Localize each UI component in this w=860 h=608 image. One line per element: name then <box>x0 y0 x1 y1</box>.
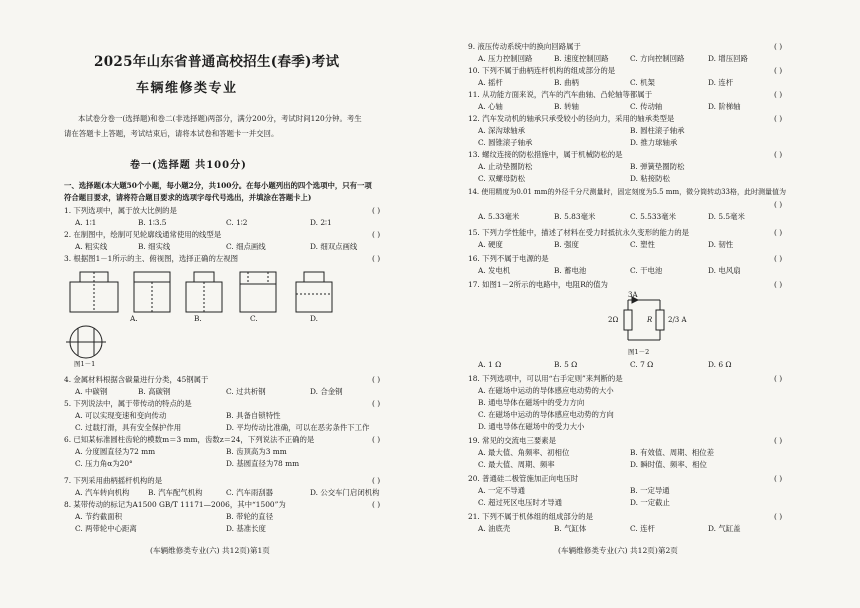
answer-bracket: ( ) <box>774 66 783 75</box>
q10-option-b: B. 曲柄 <box>554 78 579 87</box>
question-21-stem: 21. 下列不属于机体组的组成部分的是 <box>468 512 593 521</box>
q1-option-a: A. 1∶1 <box>75 218 97 227</box>
answer-bracket: ( ) <box>774 200 783 209</box>
answer-bracket: ( ) <box>774 280 783 289</box>
q7-option-c: C. 汽车雨刮器 <box>226 488 274 497</box>
q18-option-b: B. 通电导体在磁场中的受力方向 <box>478 398 585 407</box>
q17-option-d: D. 6 Ω <box>708 360 732 369</box>
question-8-stem: 8. 某带传动的标记为A1500 GB/T 11171—2006，其中“1500”为 <box>64 500 286 509</box>
figure-1-2-caption: 图1－2 <box>628 348 650 356</box>
q5-option-b: B. 具备自锁特性 <box>226 411 281 420</box>
answer-bracket: ( ) <box>774 254 783 263</box>
answer-bracket: ( ) <box>774 114 783 123</box>
q2-option-d: D. 细双点画线 <box>310 242 358 251</box>
exam-page-2 <box>440 0 860 608</box>
q21-option-d: D. 气缸盖 <box>708 524 741 533</box>
q16-option-b: B. 蓄电池 <box>554 266 587 275</box>
q20-option-c: C. 超过死区电压时才导通 <box>478 498 562 507</box>
q18-option-a: A. 在磁场中运动的导体感应电动势的大小 <box>478 386 614 395</box>
q19-option-d: D. 瞬时值、频率、相位 <box>630 460 707 469</box>
q16-option-a: A. 发电机 <box>478 266 511 275</box>
figure-1-1-caption: 图1－1 <box>74 360 96 368</box>
question-9-stem: 9. 液压传动系统中的换向回路属于 <box>468 42 581 51</box>
label-2ohm: 2Ω <box>608 316 619 324</box>
q20-option-b: B. 一定导通 <box>630 486 670 495</box>
q4-option-a: A. 中碳钢 <box>75 387 108 396</box>
q16-option-c: C. 干电池 <box>630 266 663 275</box>
q5-option-c: C. 过载打滑，具有安全保护作用 <box>75 423 182 432</box>
answer-bracket: ( ) <box>372 206 381 215</box>
figure-1-1-drawing <box>64 266 364 376</box>
q11-option-b: B. 转轴 <box>554 102 579 111</box>
question-1-stem: 1. 下列选项中，属于放大比例的是 <box>64 206 177 215</box>
answer-bracket: ( ) <box>372 399 381 408</box>
q6-option-c: C. 压力角α为20° <box>75 459 133 468</box>
q16-option-d: D. 电风扇 <box>708 266 741 275</box>
q9-option-c: C. 方向控制回路 <box>630 54 685 63</box>
q19-option-c: C. 最大值、周期、频率 <box>478 460 555 469</box>
question-4-stem: 4. 金属材料根据含碳量进行分类，45钢属于 <box>64 375 209 384</box>
q12-option-c: C. 圆锥滚子轴承 <box>478 138 533 147</box>
resistor-2ohm <box>624 310 632 330</box>
q15-option-b: B. 强度 <box>554 240 579 249</box>
q8-option-b: B. 带轮的直径 <box>226 512 274 521</box>
question-16-stem: 16. 下列不属于电源的是 <box>468 254 549 263</box>
q3-option-b: B. <box>194 314 202 323</box>
q17-option-a: A. 1 Ω <box>478 360 502 369</box>
q21-option-b: B. 气缸体 <box>554 524 587 533</box>
q14-option-c: C. 5.533毫米 <box>630 212 677 221</box>
q15-option-a: A. 硬度 <box>478 240 503 249</box>
q13-option-b: B. 弹簧垫圈防松 <box>630 162 685 171</box>
label-2-3a: 2/3 A <box>668 316 687 324</box>
question-3-stem: 3. 根据图1－1所示的主、俯视图，选择正确的左视图 <box>64 254 239 263</box>
q11-option-d: D. 阶梯轴 <box>708 102 741 111</box>
q10-option-a: A. 摇杆 <box>478 78 503 87</box>
answer-bracket: ( ) <box>774 512 783 521</box>
q15-option-d: D. 韧性 <box>708 240 734 249</box>
q7-option-a: A. 汽车转向机构 <box>75 488 130 497</box>
q14-option-a: A. 5.33毫米 <box>478 212 520 221</box>
answer-bracket: ( ) <box>372 435 381 444</box>
answer-bracket: ( ) <box>372 254 381 263</box>
q15-option-c: C. 塑性 <box>630 240 655 249</box>
q9-option-b: B. 速度控制回路 <box>554 54 609 63</box>
exam-title: 2025年山东省普通高校招生(春季)考试 <box>94 54 340 70</box>
q5-option-d: D. 平均传动比准确，可以在恶劣条件下工作 <box>226 423 370 432</box>
intro-line-2: 请在答题卡上答题，考试结束后，请将本试卷和答题卡一并交回。 <box>64 129 279 138</box>
q10-option-d: D. 连杆 <box>708 78 734 87</box>
q1-option-b: B. 1∶3.5 <box>138 218 167 227</box>
answer-bracket: ( ) <box>774 374 783 383</box>
answer-bracket: ( ) <box>774 228 783 237</box>
answer-bracket: ( ) <box>774 42 783 51</box>
q6-option-d: D. 基圆直径为78 mm <box>226 459 300 468</box>
answer-bracket: ( ) <box>372 230 381 239</box>
q12-option-d: D. 推力球轴承 <box>630 138 678 147</box>
q17-option-b: B. 5 Ω <box>554 360 578 369</box>
q13-option-c: C. 双螺母防松 <box>478 174 526 183</box>
q11-option-c: C. 传动轴 <box>630 102 663 111</box>
question-15-stem: 15. 下列力学性能中，描述了材料在受力时抵抗永久变形的能力的是 <box>468 228 690 237</box>
q4-option-b: B. 高碳钢 <box>138 387 171 396</box>
q6-option-a: A. 分度圆直径为72 mm <box>75 447 156 456</box>
q1-option-d: D. 2∶1 <box>310 218 332 227</box>
question-19-stem: 19. 常见的交流电三要素是 <box>468 436 557 445</box>
question-20-stem: 20. 普通硅二极管施加正向电压时 <box>468 474 579 483</box>
q13-option-a: A. 止动垫圈防松 <box>478 162 533 171</box>
q13-option-d: D. 粘接防松 <box>630 174 670 183</box>
answer-bracket: ( ) <box>372 476 381 485</box>
q3-option-a: A. <box>130 314 138 323</box>
option-c-drawing <box>240 272 276 312</box>
q7-option-b: B. 汽车配气机构 <box>148 488 203 497</box>
option-d-drawing <box>296 282 332 312</box>
exam-subtitle: 车辆维修类专业 <box>136 81 238 96</box>
question-11-stem: 11. 从功能方面来说，汽车的汽车曲轴、凸轮轴等都属于 <box>468 90 653 99</box>
q12-option-a: A. 深沟球轴承 <box>478 126 525 135</box>
question-17-stem: 17. 如图1－2所示的电路中，电阻R的值为 <box>468 280 608 289</box>
q4-option-d: D. 合金钢 <box>310 387 343 396</box>
q18-option-d: D. 通电导体在磁场中的受力大小 <box>478 422 585 431</box>
q2-option-b: B. 细实线 <box>138 242 171 251</box>
q20-option-d: D. 一定截止 <box>630 498 670 507</box>
q17-option-c: C. 7 Ω <box>630 360 654 369</box>
instructions-line-2: 符合题目要求，请将符合题目要求的选项字母代号选出，并填涂在答题卡上) <box>64 193 312 202</box>
question-7-stem: 7. 下列采用曲柄摇杆机构的是 <box>64 476 163 485</box>
q9-option-a: A. 压力控制回路 <box>478 54 533 63</box>
q1-option-c: C. 1∶2 <box>226 218 248 227</box>
page-1-footer: (车辆维修类专业(六) 共12页)第1页 <box>150 546 270 555</box>
question-14-stem: 14. 使用精度为0.01 mm的外径千分尺测量时，固定刻度为5.5 mm，微分筒转动33格，此时测量值为 <box>468 188 786 196</box>
answer-bracket: ( ) <box>372 500 381 509</box>
intro-line-1: 本试卷分卷一(选择题)和卷二(非选择题)两部分，满分200分，考试时间120分钟。考生 <box>78 114 362 123</box>
label-r: R <box>647 316 653 324</box>
page-2-footer: (车辆维修类专业(六) 共12页)第2页 <box>558 546 678 555</box>
q21-option-a: A. 油底壳 <box>478 524 511 533</box>
answer-bracket: ( ) <box>774 150 783 159</box>
q8-option-a: A. 节约截面积 <box>75 512 122 521</box>
q2-option-a: A. 粗实线 <box>75 242 108 251</box>
q14-option-b: B. 5.83毫米 <box>554 212 596 221</box>
question-18-stem: 18. 下列选项中，可以用“右手定则”来判断的是 <box>468 374 623 383</box>
q19-option-a: A. 最大值、角频率、初相位 <box>478 448 570 457</box>
q3-option-c: C. <box>250 314 258 323</box>
label-3a: 3A <box>628 291 638 299</box>
q8-option-c: C. 两带轮中心距离 <box>75 524 137 533</box>
q18-option-c: C. 在磁场中运动的导体感应电动势的方向 <box>478 410 614 419</box>
q3-option-d: D. <box>310 314 319 323</box>
question-13-stem: 13. 螺纹连接的防松措施中，属于机械防松的是 <box>468 150 623 159</box>
q11-option-a: A. 心轴 <box>478 102 503 111</box>
q19-option-b: B. 有效值、周期、相位差 <box>630 448 715 457</box>
resistor-r <box>656 310 664 330</box>
question-10-stem: 10. 下列不属于曲柄连杆机构的组成部分的是 <box>468 66 616 75</box>
answer-bracket: ( ) <box>774 474 783 483</box>
q10-option-c: C. 机架 <box>630 78 655 87</box>
q7-option-d: D. 公交车门启闭机构 <box>310 488 380 497</box>
answer-bracket: ( ) <box>372 375 381 384</box>
q21-option-c: C. 连杆 <box>630 524 655 533</box>
q5-option-a: A. 可以实现变速和变向传动 <box>75 411 167 420</box>
section-heading: 卷一(选择题 共100分) <box>130 160 247 171</box>
q4-option-c: C. 过共析钢 <box>226 387 266 396</box>
question-12-stem: 12. 汽车发动机的轴承只承受较小的径向力，采用的轴承类型是 <box>468 114 675 123</box>
question-2-stem: 2. 在制图中，绘制可见轮廓线通常使用的线型是 <box>64 230 222 239</box>
q14-option-d: D. 5.5毫米 <box>708 212 745 221</box>
question-5-stem: 5. 下列说法中，属于带传动的特点的是 <box>64 399 192 408</box>
q9-option-d: D. 增压回路 <box>708 54 748 63</box>
q12-option-b: B. 圆柱滚子轴承 <box>630 126 685 135</box>
q8-option-d: D. 基准长度 <box>226 524 266 533</box>
q20-option-a: A. 一定不导通 <box>478 486 525 495</box>
answer-bracket: ( ) <box>774 436 783 445</box>
q2-option-c: C. 细点画线 <box>226 242 266 251</box>
question-6-stem: 6. 已知某标准圆柱齿轮的模数m＝3 mm，齿数z＝24，下列说法不正确的是 <box>64 435 315 444</box>
q6-option-b: B. 齿顶高为3 mm <box>226 447 287 456</box>
answer-bracket: ( ) <box>774 90 783 99</box>
instructions-line-1: 一、选择题(本大题50个小题，每小题2分，共100分。在每小题列出的四个选项中，只有一项 <box>64 181 372 190</box>
